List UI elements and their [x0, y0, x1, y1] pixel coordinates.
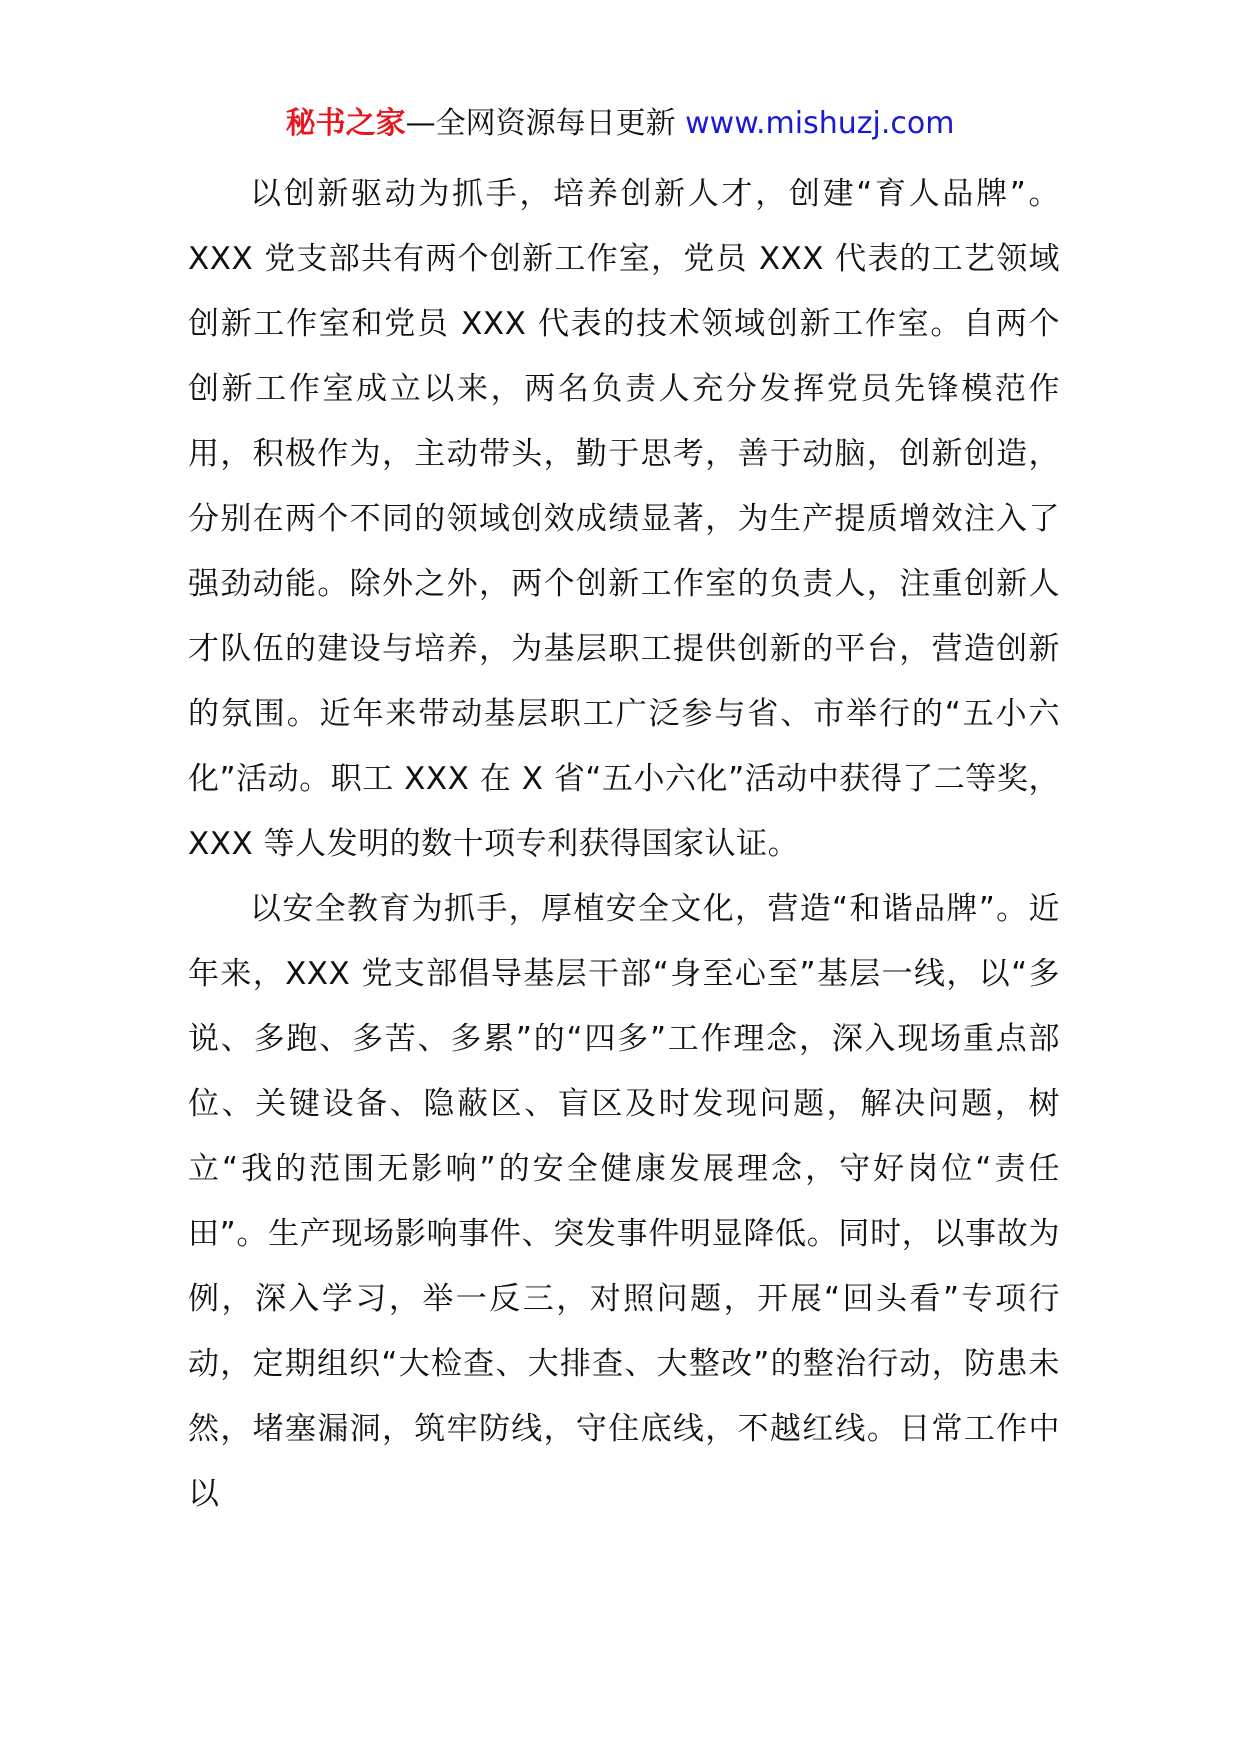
paragraph-innovation: 以创新驱动为抓手，培养创新人才，创建“育人品牌”。XXX 党支部共有两个创新工作室，党员 XXX 代表的工艺领域创新工作室和党员 XXX 代表的技术领域创新工作室。自两个创新工作室成立以来，两名负责人充分发挥党员先锋模范作用，积极作为，主动带头，勤于思考，善于动脑，创新创造，分别在两个不同的领域创效成绩显著，为生产提质增效注入了强劲动能。除外之外，两个创新工作室的负责人，注重创新人才队伍的建设与培养，为基层职工提供创新的平台，营造创新的氛围。近年来带动基层职工广泛参与省、市举行的“五小六化”活动。职工 XXX 在 X 省“五小六化”活动中获得了二等奖，XXX 等人发明的数十项专利获得国家认证。	[188, 176, 1060, 862]
paragraph-safety: 以安全教育为抓手，厚植安全文化，营造“和谐品牌”。近年来，XXX 党支部倡导基层干部“身至心至”基层一线，以“多说、多跑、多苦、多累”的“四多”工作理念，深入现场重点部位、关键设备、隐蔽区、盲区及时发现问题，解决问题，树立“我的范围无影响”的安全健康发展理念，守好岗位“责任田”。生产现场影响事件、突发事件明显降低。同时，以事故为例，深入学习，举一反三，对照问题，开展“回头看”专项行动，定期组织“大检查、大排查、大整改”的整治行动，防患未然，堵塞漏洞，筑牢防线，守住底线，不越红线。日常工作中以	[188, 891, 1060, 1512]
page-header	[0, 100, 1240, 148]
header-tagline: —全网资源每日更新	[405, 106, 686, 141]
brand-name: 秘书之家	[285, 106, 406, 141]
document-body	[188, 162, 1060, 1527]
website-link[interactable]: www.mishuzj.com	[685, 106, 955, 141]
